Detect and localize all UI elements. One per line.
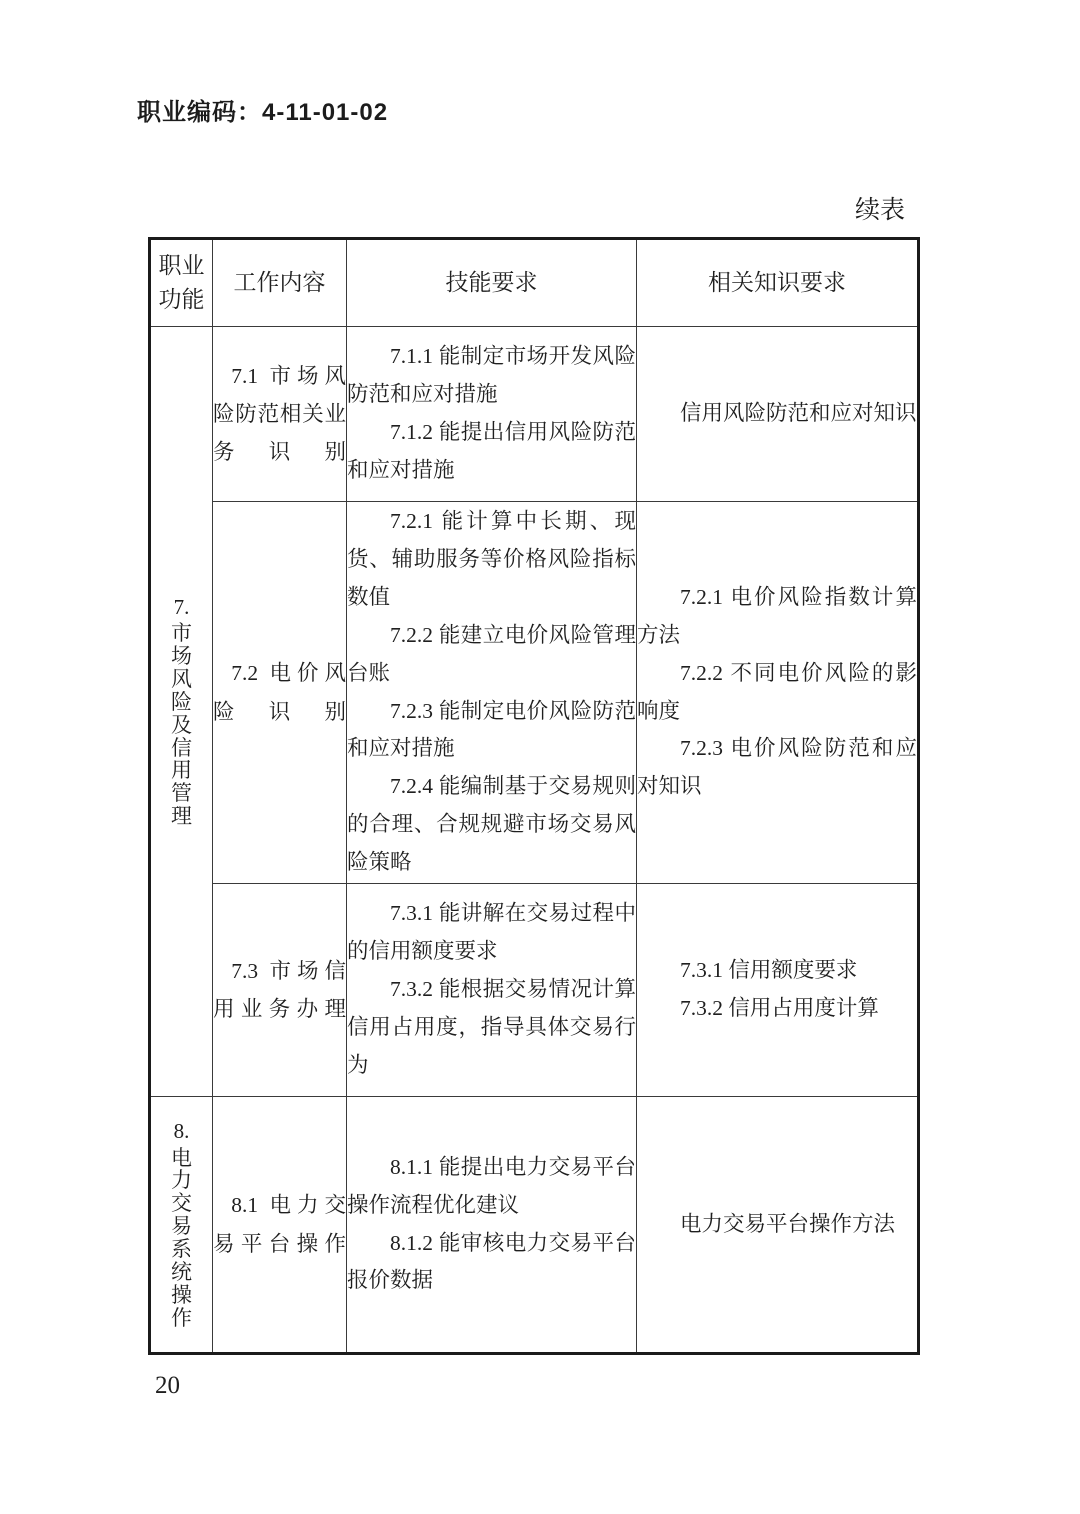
skill-list bbox=[347, 503, 636, 881]
occupation-code-label: 职业编码：4-11-01-02 bbox=[137, 99, 389, 126]
skills-requirements-table bbox=[148, 237, 920, 1355]
function-label-text: 电力交易系统操作 bbox=[170, 1145, 192, 1330]
knowledge-list bbox=[637, 395, 917, 433]
function-cell-7 bbox=[150, 327, 213, 1097]
knowledge-item: 7.3.1 信用额度要求 bbox=[680, 958, 858, 983]
knowledge-list bbox=[637, 579, 917, 806]
knowledge-item: 7.2.3 电价风险防范和应对知识 bbox=[637, 736, 917, 799]
work-content-cell-7-3 bbox=[213, 884, 347, 1097]
table-row bbox=[150, 1097, 919, 1354]
knowledge-cell-7-2 bbox=[637, 502, 919, 884]
table-row bbox=[150, 884, 919, 1097]
table-header-row bbox=[150, 239, 919, 327]
skill-item: 7.2.2 能建立电价风险管理台账 bbox=[347, 622, 636, 685]
work-content-cell-8-1 bbox=[213, 1097, 347, 1354]
skill-list bbox=[347, 895, 636, 1084]
function-number: 8. bbox=[173, 1119, 190, 1144]
knowledge-item: 7.2.2 不同电价风险的影响度 bbox=[637, 660, 917, 723]
function-number: 7. bbox=[173, 594, 190, 619]
skill-item: 7.3.1 能讲解在交易过程中的信用额度要求 bbox=[347, 901, 636, 964]
skill-item: 7.2.4 能编制基于交易规则的合理、合规规避市场交易风险策略 bbox=[347, 774, 636, 874]
skill-item: 7.1.2 能提出信用风险防范和应对措施 bbox=[347, 420, 636, 482]
knowledge-cell-8-1 bbox=[637, 1097, 919, 1354]
work-content-text: 7.3 市场信用业务办理 bbox=[213, 958, 346, 1021]
function-cell-8 bbox=[150, 1097, 213, 1354]
page-number: 20 bbox=[155, 1372, 180, 1399]
work-content-text: 7.2 电价风险识别 bbox=[213, 661, 346, 724]
knowledge-cell-7-3 bbox=[637, 884, 919, 1097]
skill-item: 7.3.2 能根据交易情况计算信用占用度，指导具体交易行为 bbox=[347, 977, 636, 1077]
work-content-text: 7.1 市场风险防范相关业务识别 bbox=[213, 363, 346, 465]
col-header-skill-requirements: 技能要求 bbox=[347, 239, 637, 327]
col-header-work-content: 工作内容 bbox=[213, 239, 347, 327]
work-content-cell-7-2 bbox=[213, 502, 347, 884]
continued-table-label: 续表 bbox=[854, 197, 905, 224]
knowledge-list bbox=[637, 952, 917, 1028]
work-content-cell-7-1 bbox=[213, 327, 347, 502]
function-label-8 bbox=[151, 1119, 212, 1329]
function-label-text: 市场风险及信用管理 bbox=[170, 621, 192, 829]
function-label-7 bbox=[151, 595, 212, 828]
work-content-text: 8.1 电力交易平台操作 bbox=[213, 1193, 346, 1256]
skills-cell-7-2 bbox=[347, 502, 637, 884]
skill-item: 7.1.1 能制定市场开发风险防范和应对措施 bbox=[347, 344, 636, 407]
knowledge-item: 电力交易平台操作方法 bbox=[680, 1211, 896, 1236]
knowledge-cell-7-1 bbox=[637, 327, 919, 502]
col-header-occupational-function: 职业功能 bbox=[150, 239, 213, 327]
skill-item: 7.2.1 能计算中长期、现货、辅助服务等价格风险指标数值 bbox=[347, 509, 636, 610]
skill-item: 8.1.1 能提出电力交易平台操作流程优化建议 bbox=[347, 1154, 636, 1217]
skill-list bbox=[347, 338, 636, 489]
skill-item: 8.1.2 能审核电力交易平台报价数据 bbox=[347, 1230, 636, 1293]
table-row bbox=[150, 502, 919, 884]
skills-cell-7-1 bbox=[347, 327, 637, 502]
knowledge-list bbox=[637, 1206, 917, 1244]
skill-list bbox=[347, 1149, 636, 1300]
table-row bbox=[150, 327, 919, 502]
skills-cell-8-1 bbox=[347, 1097, 637, 1354]
knowledge-item: 7.3.2 信用占用度计算 bbox=[680, 996, 879, 1020]
skill-item: 7.2.3 能制定电价风险防范和应对措施 bbox=[347, 698, 636, 761]
col-header-knowledge-requirements: 相关知识要求 bbox=[637, 239, 919, 327]
skills-cell-7-3 bbox=[347, 884, 637, 1097]
knowledge-item: 信用风险防范和应对知识 bbox=[680, 401, 917, 426]
knowledge-item: 7.2.1 电价风险指数计算方法 bbox=[637, 585, 917, 647]
